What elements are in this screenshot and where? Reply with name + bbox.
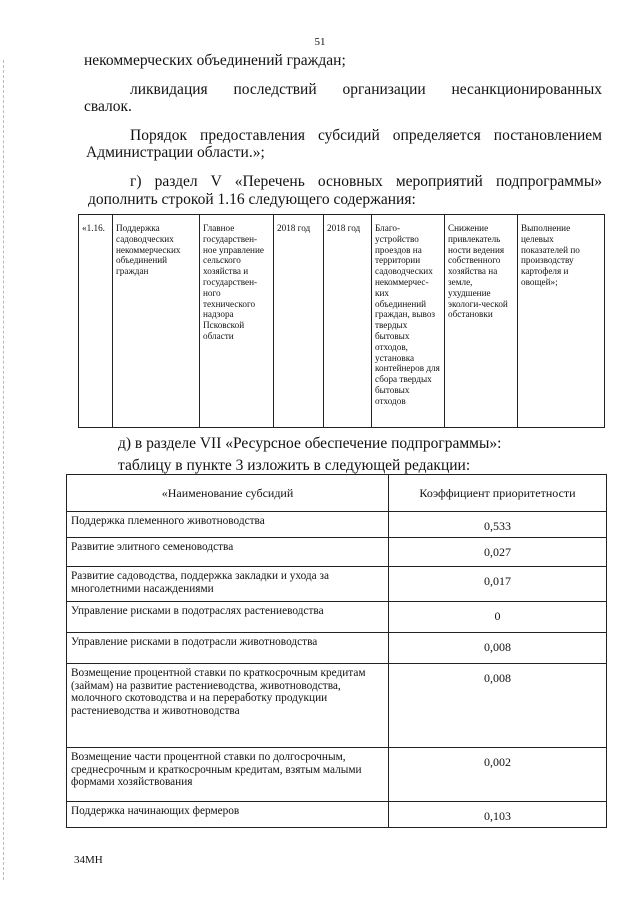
subsidy-value: 0,017: [389, 567, 607, 602]
cell-end: 2018 год: [324, 215, 372, 428]
page-number: 51: [314, 36, 326, 48]
text-line-9: таблицу в пункте 3 изложить в следующей редакции:: [118, 457, 471, 474]
cell-name: Поддержка садоводческих некоммерческих объединений граждан: [113, 215, 200, 428]
subsidy-name: Возмещение процентной ставки по краткосрочным кредитам (займам) на развитие растениеводства, животноводства, молочного скотоводства и на переработку продукции растениеводства и животноводства: [67, 664, 389, 748]
subsidy-value: 0,533: [389, 512, 607, 538]
table-row: [67, 512, 607, 538]
table-row: [67, 567, 607, 602]
cell-link: Выполнение целевых показателей по производству картофеля и овощей»;: [518, 215, 605, 428]
subsidy-value: 0,103: [389, 802, 607, 828]
cell-consequences: Снижение привлекатель ности ведения собственного хозяйства на земле, ухудшение экологи-ческой обстановки: [445, 215, 518, 428]
cell-num: «1.16.: [79, 215, 113, 428]
subsidy-name: Развитие элитного семеноводства: [67, 538, 389, 567]
table-row: [79, 215, 605, 428]
subsidy-name: Развитие садоводства, поддержка закладки и ухода за многолетними насаждениями: [67, 567, 389, 602]
subsidy-value: 0,008: [389, 633, 607, 664]
table-row: [67, 802, 607, 828]
text-line-5: Администрации области.»;: [86, 144, 265, 161]
text-line-2: ликвидация последствий организации несанкционированных: [130, 81, 602, 98]
text-line-6: г) раздел V «Перечень основных мероприятий подпрограммы»: [130, 173, 602, 190]
scan-edge-noise: [3, 60, 5, 880]
subsidy-table: [66, 474, 607, 828]
text-line-1: некоммерческих объединений граждан;: [84, 52, 346, 69]
subsidy-name: Возмещение части процентной ставки по долгосрочным, среднесрочным и краткосрочным кредитам, взятым малыми формами хозяйствования: [67, 748, 389, 802]
cell-result: Благо-устройство проездов на территории садоводческих некоммерчес-ких объединений граждан, вывоз твердых бытовых отходов, установка контейнеров для сбора твердых бытовых отходов: [372, 215, 445, 428]
subsidy-name: Управление рисками в подотрасли животноводства: [67, 633, 389, 664]
cell-executor: Главное государствен-ное управление сельского хозяйства и государствен-ного технического надзора Псковской области: [200, 215, 274, 428]
text-line-8: д) в разделе VII «Ресурсное обеспечение подпрограммы»:: [118, 435, 502, 452]
table-row: [67, 602, 607, 633]
table-row: [67, 633, 607, 664]
subsidy-value: 0,008: [389, 664, 607, 748]
header-coef: Коэффициент приоритетности: [389, 475, 607, 512]
subsidy-value: 0: [389, 602, 607, 633]
subsidy-value: 0,002: [389, 748, 607, 802]
row-1-16-table: [78, 214, 605, 428]
header-name: «Наименование субсидий: [67, 475, 389, 512]
table-row: [67, 748, 607, 802]
subsidy-value: 0,027: [389, 538, 607, 567]
table-header-row: [67, 475, 607, 512]
cell-start: 2018 год: [274, 215, 324, 428]
subsidy-name: Управление рисками в подотраслях растениеводства: [67, 602, 389, 633]
subsidy-name: Поддержка начинающих фермеров: [67, 802, 389, 828]
text-line-3: свалок.: [84, 98, 132, 115]
footer-code: 34МН: [74, 854, 103, 866]
text-line-7: дополнить строкой 1.16 следующего содержания:: [88, 191, 416, 208]
text-line-4: Порядок предоставления субсидий определяется постановлением: [130, 127, 602, 144]
table-row: [67, 538, 607, 567]
subsidy-name: Поддержка племенного животноводства: [67, 512, 389, 538]
table-row: [67, 664, 607, 748]
